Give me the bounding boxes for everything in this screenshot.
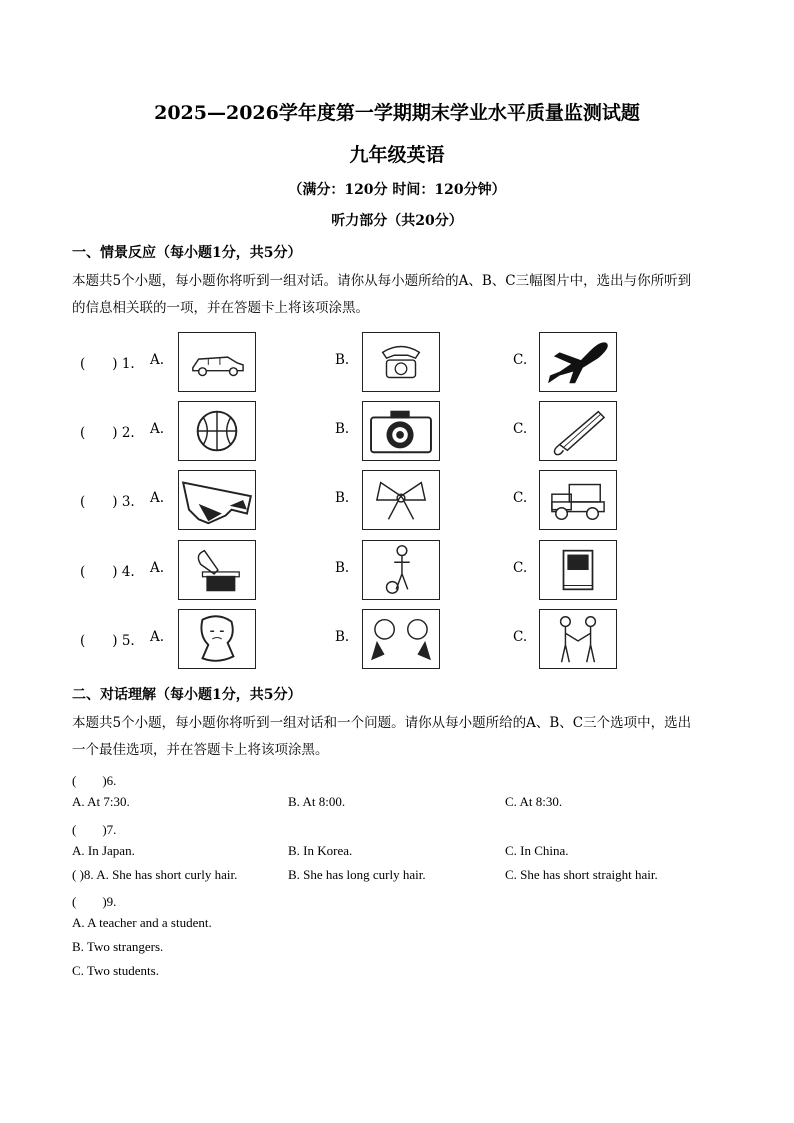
question-2 — [80, 401, 640, 463]
option-a-label: A. — [150, 560, 165, 576]
option-b-label: B. — [335, 421, 350, 437]
q8-option-a[interactable]: ( )8. A. She has short curly hair. — [72, 867, 238, 882]
option-b-label: B. — [335, 352, 350, 368]
question-number: ( ) 1. — [80, 356, 135, 372]
handshake-icon[interactable] — [539, 609, 617, 669]
gramophone-icon[interactable] — [178, 540, 256, 600]
q6-option-b[interactable]: B. At 8:00. — [288, 794, 346, 809]
option-b-label: B. — [335, 629, 350, 645]
q6-option-a[interactable]: A. At 7:30. — [72, 794, 130, 809]
q9-option-c[interactable]: C. Two students. — [72, 963, 159, 978]
option-c-label: C. — [513, 421, 528, 437]
q7-option-a[interactable]: A. In Japan. — [72, 843, 135, 858]
two-people-facing-icon[interactable] — [362, 609, 440, 669]
q7-option-b[interactable]: B. In Korea. — [288, 843, 353, 858]
section1-heading: 一、情景反应（每小题1分，共5分） — [72, 245, 302, 261]
question-number: ( ) 5. — [80, 633, 135, 649]
part-heading: 听力部分（共20分） — [331, 213, 463, 229]
q7-stem: ( )7. — [72, 822, 117, 837]
sunglasses-icon[interactable] — [178, 470, 256, 530]
option-c-label: C. — [513, 490, 528, 506]
basketball-icon[interactable] — [178, 401, 256, 461]
section2-instruction: 本题共5个小题，每小题你将听到一组对话和一个问题。请你从每小题所给的A、B、C三个选项中，选出 一个最佳选项，并在答题卡上将该项涂黑。 — [72, 715, 692, 758]
score-time: （满分：120分 时间：120分钟） — [288, 182, 506, 198]
section1-instruction: 本题共5个小题，每小题你将听到一组对话。请你从每小题所给的A、B、C三幅图片中，选出与你所听到 的信息相关联的一项，并在答题卡上将该项涂黑。 — [72, 273, 692, 316]
car-icon[interactable] — [178, 332, 256, 392]
exam-title: 2025—2026学年度第一学期期末学业水平质量监测试题 — [154, 102, 640, 124]
toy-truck-icon[interactable] — [539, 470, 617, 530]
option-c-label: C. — [513, 352, 528, 368]
option-b-label: B. — [335, 560, 350, 576]
umbrella-icon[interactable] — [539, 401, 617, 461]
option-a-label: A. — [150, 352, 165, 368]
question-5 — [80, 609, 640, 671]
boy-with-ball-icon[interactable] — [362, 540, 440, 600]
telephone-icon[interactable] — [362, 332, 440, 392]
camera-icon[interactable] — [362, 401, 440, 461]
exam-subtitle: 九年级英语 — [349, 144, 445, 166]
option-a-label: A. — [150, 629, 165, 645]
option-a-label: A. — [150, 490, 165, 506]
question-1 — [80, 332, 640, 394]
q8-option-b[interactable]: B. She has long curly hair. — [288, 867, 426, 882]
q8-option-c[interactable]: C. She has short straight hair. — [505, 867, 658, 882]
option-a-label: A. — [150, 421, 165, 437]
option-c-label: C. — [513, 629, 528, 645]
question-4 — [80, 540, 640, 602]
bow-icon[interactable] — [362, 470, 440, 530]
q6-stem: ( )6. — [72, 773, 117, 788]
question-3 — [80, 470, 640, 532]
sad-face-icon[interactable] — [178, 609, 256, 669]
q6-option-c[interactable]: C. At 8:30. — [505, 794, 563, 809]
airplane-icon[interactable] — [539, 332, 617, 392]
book-icon[interactable] — [539, 540, 617, 600]
q9-option-b[interactable]: B. Two strangers. — [72, 939, 164, 954]
option-b-label: B. — [335, 490, 350, 506]
section2-heading: 二、对话理解（每小题1分，共5分） — [72, 687, 302, 703]
q9-stem: ( )9. — [72, 894, 117, 909]
question-number: ( ) 2. — [80, 425, 135, 441]
option-c-label: C. — [513, 560, 528, 576]
q7-option-c[interactable]: C. In China. — [505, 843, 569, 858]
question-number: ( ) 3. — [80, 494, 135, 510]
q9-option-a[interactable]: A. A teacher and a student. — [72, 915, 212, 930]
question-number: ( ) 4. — [80, 564, 135, 580]
